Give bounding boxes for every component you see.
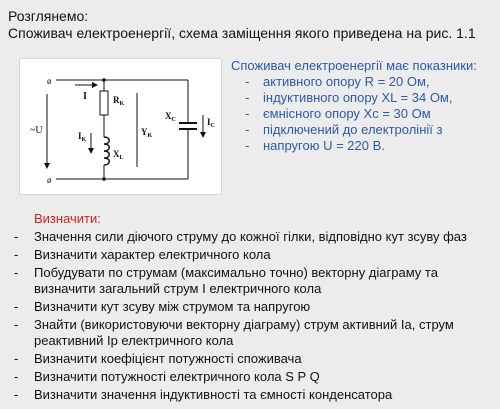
inductor-xl: [104, 137, 109, 165]
bottom-terminal: ø: [47, 175, 52, 185]
consumer-parameters: [231, 58, 493, 154]
resistor-rk: [100, 91, 108, 115]
list-item: - Визначити потужності електричного кола S P Q: [14, 369, 498, 385]
parameters-heading: Споживач електроенергії має показники:: [231, 58, 477, 73]
yk-label: $Y_K$: [141, 127, 153, 139]
parameter-inductive-reactance: - індуктивного опору XL = 34 Ом,: [231, 90, 493, 106]
ic-label: $I_C$: [207, 117, 215, 129]
list-item: - Визначити коефіцієнт потужності споживача: [14, 351, 498, 367]
intro: [8, 8, 476, 42]
tasks-section: [14, 211, 498, 405]
rk-label: $R_K$: [113, 95, 125, 107]
intro-heading: Розглянемо:: [8, 8, 89, 24]
circuit-schematic: [20, 59, 221, 194]
ik-label: $I_K$: [78, 131, 87, 143]
xc-label: $X_C$: [165, 111, 176, 123]
parameter-capacitive-reactance: - ємнісного опору Xc = 30 Ом: [231, 106, 493, 122]
list-item: - Побудувати по струмам (максимально точно) векторну діаграму та визначити загальний струм I електричного кола: [14, 265, 498, 297]
list-item: - Визначити характер електричного кола: [14, 247, 498, 263]
current-label: I: [83, 91, 87, 102]
parameter-resistance: - активного опору R = 20 Ом,: [231, 74, 493, 90]
list-item: - Визначити значення індуктивності та ємності конденсатора: [14, 387, 498, 403]
parameter-connection: - підключений до електролінії з: [231, 122, 493, 138]
tasks-list: [14, 229, 498, 403]
list-item: - Знайти (використовуючи векторну діаграму) струм активний Ia, струм реактивний Ip електричного кола: [14, 317, 498, 349]
tasks-title: Визначити:: [34, 211, 101, 226]
parameters-list: [231, 74, 493, 154]
xl-label: $X_L$: [113, 149, 124, 161]
current-arrowhead: [92, 82, 98, 88]
list-item: - Значення сили діючого струму до кожної гілки, відповідно кут зсуву фаз: [14, 229, 498, 245]
parameter-voltage: - напругою U = 220 В.: [231, 138, 493, 154]
intro-description: Споживач електроенергії, схема заміщення якого приведена на рис. 1.1: [8, 25, 476, 41]
voltage-arrowhead: [44, 163, 50, 169]
circuit-diagram: [19, 58, 222, 195]
list-item: - Визначити кут зсуву між струмом та напругою: [14, 299, 498, 315]
voltage-label: ~U: [30, 125, 43, 136]
top-terminal: ø: [47, 76, 52, 86]
